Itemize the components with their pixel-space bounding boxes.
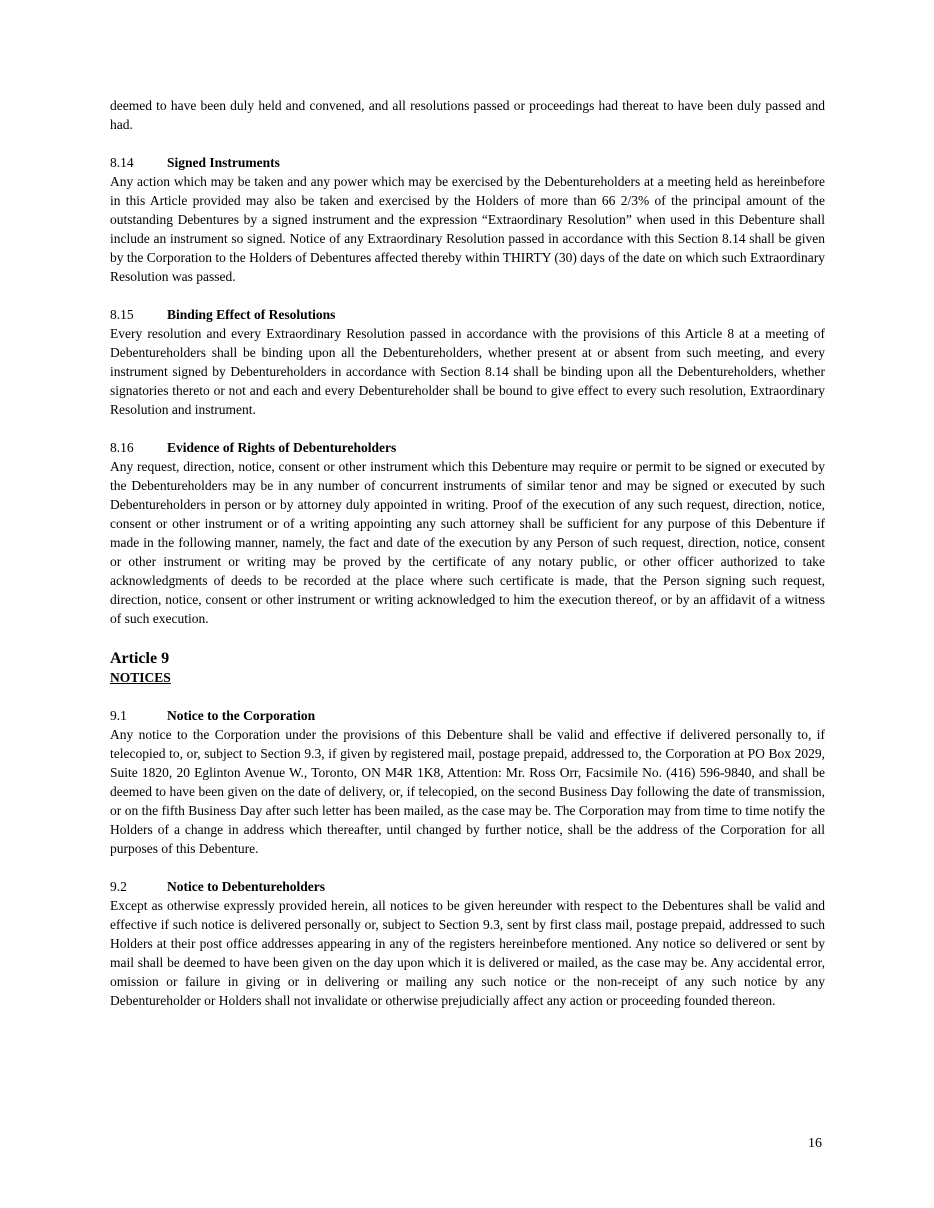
article-heading bbox=[110, 649, 825, 687]
section-body: Any action which may be taken and any power which may be exercised by the Debentureholders at a meeting held as hereinbefore in this Article provided may also be taken and exercised by the Holders of more than 66 2/3% of the principal amount of the outstanding Debentures by a signed instrument and the expression “Extraordinary Resolution” when used in this Debenture shall include an instrument so signed. Notice of any Extraordinary Resolution passed in accordance with this Section 8.14 shall be given by the Corporation to the Holders of Debentures affected thereby within THIRTY (30) days of the date on which such Extraordinary Resolution was passed. bbox=[110, 174, 825, 284]
section-heading bbox=[110, 706, 825, 725]
section-number: 9.1 bbox=[110, 708, 127, 723]
intro-block bbox=[110, 96, 825, 134]
section-8-14 bbox=[110, 153, 825, 286]
section-body: Any request, direction, notice, consent or other instrument which this Debenture may require or permit to be signed or executed by the Debentureholders may be in any number of concurrent instruments of similar tenor and may be signed or executed by such Debentureholders in person or by attorney duly appointed in writing. Proof of the execution of any such request, direction, notice, consent or other instrument or of a writing appointing any such attorney shall be sufficient for any purpose of this Debenture if made in the following manner, namely, the fact and date of the execution by any Person of such request, direction, notice, consent or other instrument or writing may be proved by the certificate of any notary public, or other officer authorized to take acknowledgments of deeds to be recorded at the place where such certificate is made, that the Person signing such request, direction, notice, consent or other instrument or writing acknowledged to him the execution thereof, or by an affidavit of a witness of such execution. bbox=[110, 459, 825, 626]
section-number: 8.16 bbox=[110, 440, 134, 455]
section-number: 9.2 bbox=[110, 879, 127, 894]
intro-paragraph: deemed to have been duly held and convened, and all resolutions passed or proceedings had thereat to have been duly passed and had. bbox=[110, 98, 825, 132]
section-title: Notice to the Corporation bbox=[167, 708, 316, 723]
section-title: Binding Effect of Resolutions bbox=[167, 307, 336, 322]
section-title: Notice to Debentureholders bbox=[167, 879, 325, 894]
section-9-1 bbox=[110, 706, 825, 858]
section-9-2 bbox=[110, 877, 825, 1010]
article-subtitle: NOTICES bbox=[110, 670, 171, 685]
section-number: 8.15 bbox=[110, 307, 134, 322]
section-number: 8.14 bbox=[110, 155, 134, 170]
article-title: Article 9 bbox=[110, 650, 170, 667]
section-heading bbox=[110, 877, 825, 896]
page-number: 16 bbox=[808, 1136, 822, 1151]
section-heading bbox=[110, 153, 825, 172]
document-page bbox=[110, 96, 825, 1029]
section-title: Evidence of Rights of Debentureholders bbox=[167, 440, 397, 455]
section-body: Every resolution and every Extraordinary Resolution passed in accordance with the provisions of this Article 8 at a meeting of Debentureholders shall be binding upon all the Debentureholders, whether present at or absent from such meeting, and every instrument signed by Debentureholders in accordance with Section 8.14 shall be binding upon all the Debentureholders, whether signatories thereto or not and each and every Debentureholder shall be bound to give effect to every such resolution, Extraordinary Resolution and instrument. bbox=[110, 326, 825, 417]
section-8-15 bbox=[110, 305, 825, 419]
section-heading bbox=[110, 438, 825, 457]
section-heading bbox=[110, 305, 825, 324]
section-body: Any notice to the Corporation under the provisions of this Debenture shall be valid and effective if delivered personally to, if telecopied to, or, subject to Section 9.3, if given by registered mail, postage prepaid, addressed to, the Corporation at PO Box 2029, Suite 1820, 20 Eglinton Avenue W., Toronto, ON M4R 1K8, Attention: Mr. Ross Orr, Facsimile No. (416) 596-9840, and shall be deemed to have been given on the date of delivery, or, if telecopied, on the second Business Day following the date of transmission, or on the fifth Business Day after such letter has been mailed, as the case may be. The Corporation may from time to time notify the Holders of a change in address which thereafter, until changed by further notice, shall be the address of the Corporation for all purposes of this Debenture. bbox=[110, 727, 825, 856]
section-body: Except as otherwise expressly provided herein, all notices to be given hereunder with respect to the Debentures shall be valid and effective if such notice is delivered personally or, subject to Section 9.3, sent by first class mail, postage prepaid, addressed to such Holders at their post office addresses appearing in any of the registers hereinbefore mentioned. Any notice so delivered or sent by mail shall be deemed to have been given on the day upon which it is delivered or mailed, as the case may be. Any accidental error, omission or failure in giving or in delivering or mailing any such notice or the non-receipt of any such notice by any Debentureholder or Holders shall not invalidate or otherwise prejudicially affect any action or proceeding founded thereon. bbox=[110, 898, 825, 1008]
section-8-16 bbox=[110, 438, 825, 628]
section-title: Signed Instruments bbox=[167, 155, 280, 170]
